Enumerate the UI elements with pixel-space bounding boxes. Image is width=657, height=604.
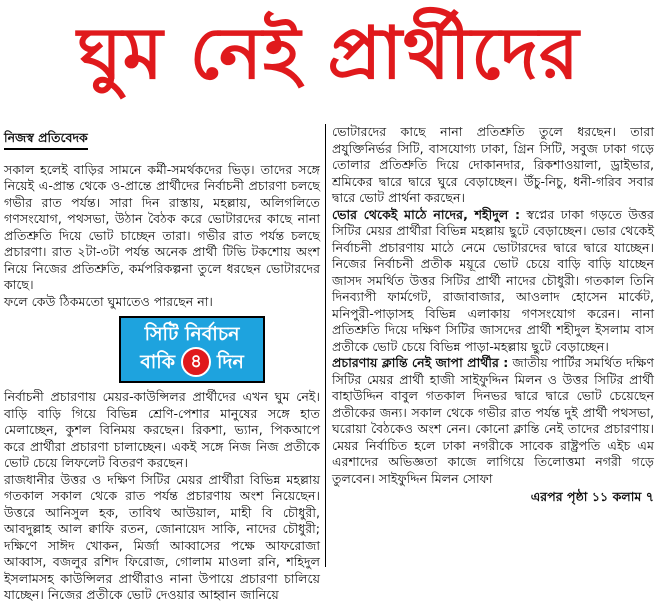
countdown-line [121,347,263,377]
countdown-word-right: দিন [217,351,244,373]
right-column [332,124,654,567]
countdown-box-wrap [64,316,320,383]
countdown-box [119,316,265,383]
paragraph: নির্বাচনী প্রচারণায় মেয়র-কাউন্সিলর প্রার্থীদের এখন ঘুম নেই। বাড়ি বাড়ি গিয়ে বিভিন্ন শ্রেণি-পেশার মানুষের সঙ্গে হাত মেলাচ্ছেন, কুশল বিনিময় করছেন। রিকশা, ভ্যান, পিকআপে করে প্রার্থীরা প্রচারণা চালাচ্ছেন। একই সঙ্গে নিজ নিজ প্রতীকে ভোট চেয়ে লিফলেট বিতরণ করছেন। [4,389,320,470]
paragraph-text: জাতীয় পার্টির সমর্থিত দক্ষিণ সিটির মেয়র প্রার্থী হাজী সাইফুদ্দিন মিলন ও উত্তর সিটির প্রার্থী বাহাউদ্দিন বাবুল গতকাল দিনভর দ্বারে দ্বারে ভোট চেয়েছেন প্রতীকের জন্য। সকাল থেকে গভীর রাত পর্যন্ত দুই প্রার্থী পথসভা, ঘরোয়া বৈঠকেও অংশ নেন। কোনো ক্লান্তি নেই তাদের প্রচারণায়। মেয়র নির্বাচিত হলে ঢাকা নগরীকে সাবেক রাষ্ট্রপতি এইচ এম এরশাদের অভিজ্ঞতা কাজে লাগিয়ে তিলোত্তমা নগরী গড়ে তুলবেন। সাইফুদ্দিন মিলন সোফা [332,355,654,486]
countdown-title: সিটি নির্বাচন [144,323,240,345]
byline: নিজস্ব প্রতিবেদক [4,130,88,150]
subhead: ভোর থেকেই মাঠে নাদের, শহীদুল : [332,206,520,222]
column-divider [325,124,326,567]
continued-jump: এরপর পৃষ্ঠা ১১ কলাম ৭ [530,489,654,504]
paragraph: ভোটারদের কাছে নানা প্রতিশ্রুতি তুলে ধরছেন। তারা প্রযুক্তিনির্ভর সিটি, বাসযোগ্য ঢাকা, গ্রিন সিটি, সবুজ ঢাকা গড়ে তোলার প্রতিশ্রুতি দিয়ে দোকানদার, রিকশাওয়ালা, ড্রাইভার, শ্রমিকের দ্বারে দ্বারে ঘুরে বেড়াচ্ছেন। উঁচু-নিচু, ধনী-গরিব সবার দ্বারে ভোট প্রার্থনা করছেন। [332,124,654,205]
countdown-number: ৪ [181,347,211,377]
paragraph: সকাল হলেই বাড়ির সামনে কর্মী-সমর্থকদের ভিড়। তাদের সঙ্গে নিয়েই এ-প্রান্ত থেকে ও-প্রান্তে প্রার্থীদের নির্বাচনী প্রচারণা চলছে গভীর রাত পর্যন্ত। সারা দিন রাস্তায়, মহল্লায়, অলিগলিতে গণসংযোগ, পথসভা, উঠান বৈঠক করে ভোটারদের কাছে নানা প্রতিশ্রুতি দিয়ে ভোট চাচ্ছেন তারা। গভীর রাত পর্যন্ত চলছে প্রচারণা। রাত ২টা-৩টা পর্যন্ত অনেক প্রার্থী টিভি টকশোয় অংশ নিয়ে নিজের প্রতিশ্রুতি, কর্মপরিকল্পনা তুলে ধরছেন ভোটারদের কাছে। [4,161,320,292]
paragraph-with-subhead [332,355,654,487]
headline: ঘুম নেই প্রার্থীদের [77,11,580,95]
paragraph-with-subhead [332,207,654,356]
paragraph: রাজধানীর উত্তর ও দক্ষিণ সিটির মেয়র প্রার্থীরা বিভিন্ন মহল্লায় গতকাল সকাল থেকে রাত পর্যন্ত প্রচারণায় অংশ নিয়েছেন। উত্তরে আনিসুল হক, তাবিথ আউয়াল, মাহী বি চৌধুরী, আবদুল্লাহ আল ক্বাফি রতন, জোনায়েদ সাকি, নাদের চৌধুরী; দক্ষিণে সাঈদ খোকন, মির্জা আব্বাসের পক্ষে আফরোজা আব্বাস, বজলুর রশিদ ফিরোজ, গোলাম মাওলা রনি, শহিদুল ইসলামসহ কাউন্সিলর প্রার্থীরাও নানা উপায়ে প্রচারণা চালিয়ে যাচ্ছেন। নিজের প্রতীকে ভোট দেওয়ার আহ্বান জানিয়ে [4,471,320,602]
paragraph-text: স্বপ্নের ঢাকা গড়তে উত্তর সিটির মেয়র প্রার্থীরা বিভিন্ন মহল্লায় ছুটে বেড়াচ্ছেন। ভোর থেকেই নির্বাচনী প্রচারণায় মাঠে নেমে ভোটারদের দ্বারে দ্বারে যাচ্ছেন। নিজের নির্বাচনী প্রতীক ময়ূরে ভোট চেয়ে বাড়ি বাড়ি যাচ্ছেন জাসদ সমর্থিত উত্তর সিটির প্রার্থী নাদের চৌধুরী। গতকাল তিনি দিনব্যাপী ফার্মগেট, রাজাবাজার, আওলাদ হোসেন মার্কেট, মনিপুরী-পাড়াসহ বিভিন্ন এলাকায় গণসংযোগ করেন। নানা প্রতিশ্রুতি দিয়ে দক্ষিণ সিটির জাসদের প্রার্থী শহীদুল ইসলাম বাস প্রতীকে ভোট চেয়ে বিভিন্ন পাড়া-মহল্লায় ছুটে বেড়াচ্ছেন। [332,206,654,354]
subhead: প্রচারণায় ক্লান্তি নেই জাপা প্রার্থীর : [332,355,509,370]
countdown-word-left: বাকি [140,351,176,373]
paragraph: ফলে কেউ ঠিকমতো ঘুমাতেও পারছেন না। [4,293,213,309]
left-column [4,124,320,602]
